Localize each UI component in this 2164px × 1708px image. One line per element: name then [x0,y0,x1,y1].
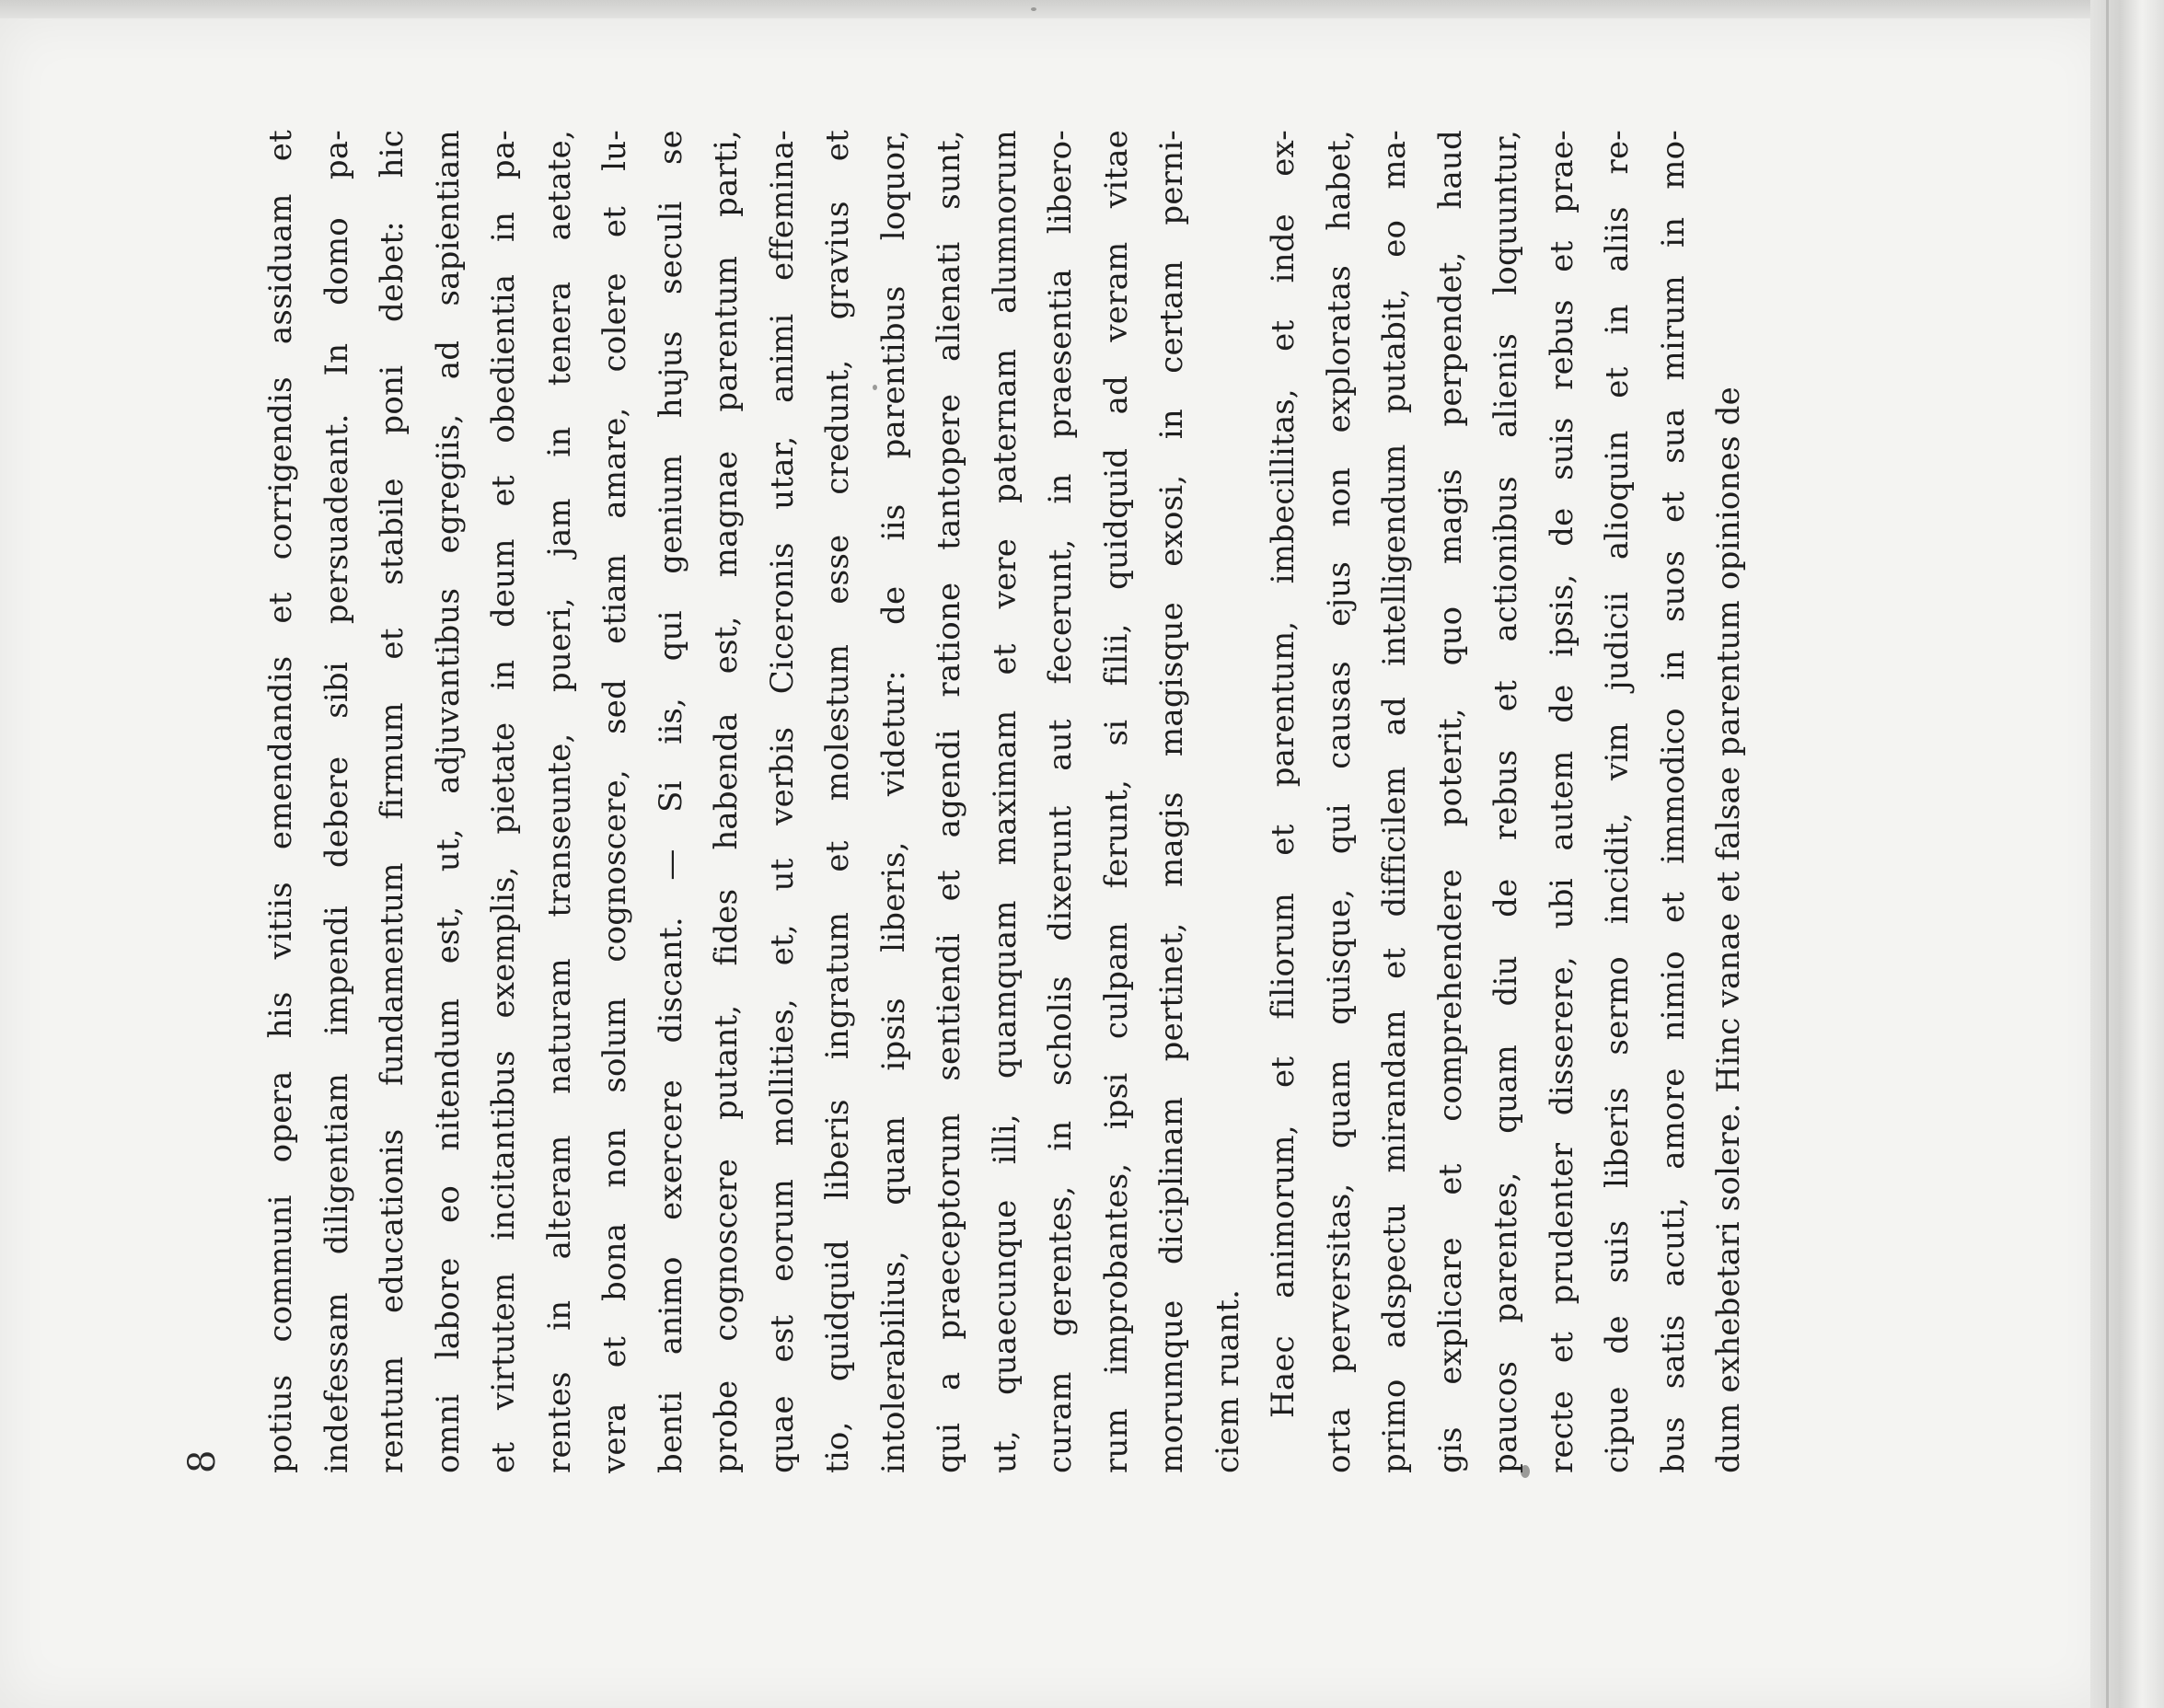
fold-line [2106,0,2109,1708]
text-line: vera et bona non solum cognoscere, sed etiam amare, colere et lu- [596,130,633,1473]
text-line: cipue de suis liberis sermo incidit, vim judicii alioquin et in aliis re- [1599,130,1636,1473]
text-line: et virtutem incitantibus exemplis, pietate in deum et obedientia in pa- [485,130,522,1473]
text-line: recte et prudenter disserere, ubi autem de ipsis, de suis rebus et prae- [1543,130,1580,1473]
text-line: potius communi opera his vitiis emendandis et corrigendis assiduam et [262,130,299,1473]
book-fold [2090,0,2164,1708]
text-line: ut, quaecunque illi, quamquam maximam et vere paternam alumnorum [986,130,1024,1473]
text-line: paucos parentes, quam diu de rebus et actionibus alienis loquuntur, [1487,130,1524,1473]
paper-speck [1031,7,1036,11]
text-line: indefessam diligentiam impendi debere sibi persuadeant. In domo pa- [318,130,355,1473]
rotated-text-block [181,130,1757,1473]
text-line: rentum educationis fundamentum firmum et stabile poni debet: hic [374,130,411,1473]
text-line: orta perversitas, quam quisque, qui causas ejus non exploratas habet, [1320,130,1358,1473]
text-line: benti animo exercere discant. — Si iis, qui genium hujus seculi se [652,130,689,1473]
text-line: rum improbantes, ipsi culpam ferunt, si filii, quidquid ad veram vitae [1097,130,1135,1473]
text-line: curam gerentes, in scholis dixerunt aut fecerunt, in praesentia libero- [1042,130,1079,1473]
text-line: bus satis acuti, amore nimio et immodico in suos et sua mirum in mo- [1654,130,1692,1473]
text-line: probe cognoscere putant, fides habenda est, magnae parentum parti, [708,130,745,1473]
text-line: intolerabilius, quam ipsis liberis, videtur: de iis parentibus loquor, [874,130,912,1473]
text-line: tio, quidquid liberis ingratum et molestum esse credunt, gravius et [819,130,856,1473]
text-line: gis explicare et comprehendere poterit, quo magis perpendet, haud [1431,130,1469,1473]
text-line: morumque diciplinam pertinet, magis magisque exosi, in certam perni- [1153,130,1190,1473]
text-line: rentes in alteram naturam transeunte, pueri, jam in tenera aetate, [540,130,578,1473]
text-lines [253,130,1757,1473]
text-line: ciem ruant. [1209,1288,1246,1473]
text-line: dum exhebetari solere. Hinc vanae et falsae parentum opiniones de [1710,387,1747,1473]
text-line: qui a praeceptorum sentiendi et agendi ratione tantopere alienati sunt, [931,130,967,1473]
text-line: primo adspectu mirandam et difficilem ad intelligendum putabit, eo ma- [1376,130,1413,1473]
text-line: omni labore eo nitendum est, ut, adjuvantibus egregiis, ad sapientiam [429,130,467,1473]
text-line: quae est eorum mollities, et, ut verbis Ciceronis utar, animi effemina- [763,130,801,1473]
text-line: Haec animorum, et filiorum et parentum, imbecillitas, et inde ex- [1265,130,1302,1418]
page-number: 8 [181,1449,224,1473]
